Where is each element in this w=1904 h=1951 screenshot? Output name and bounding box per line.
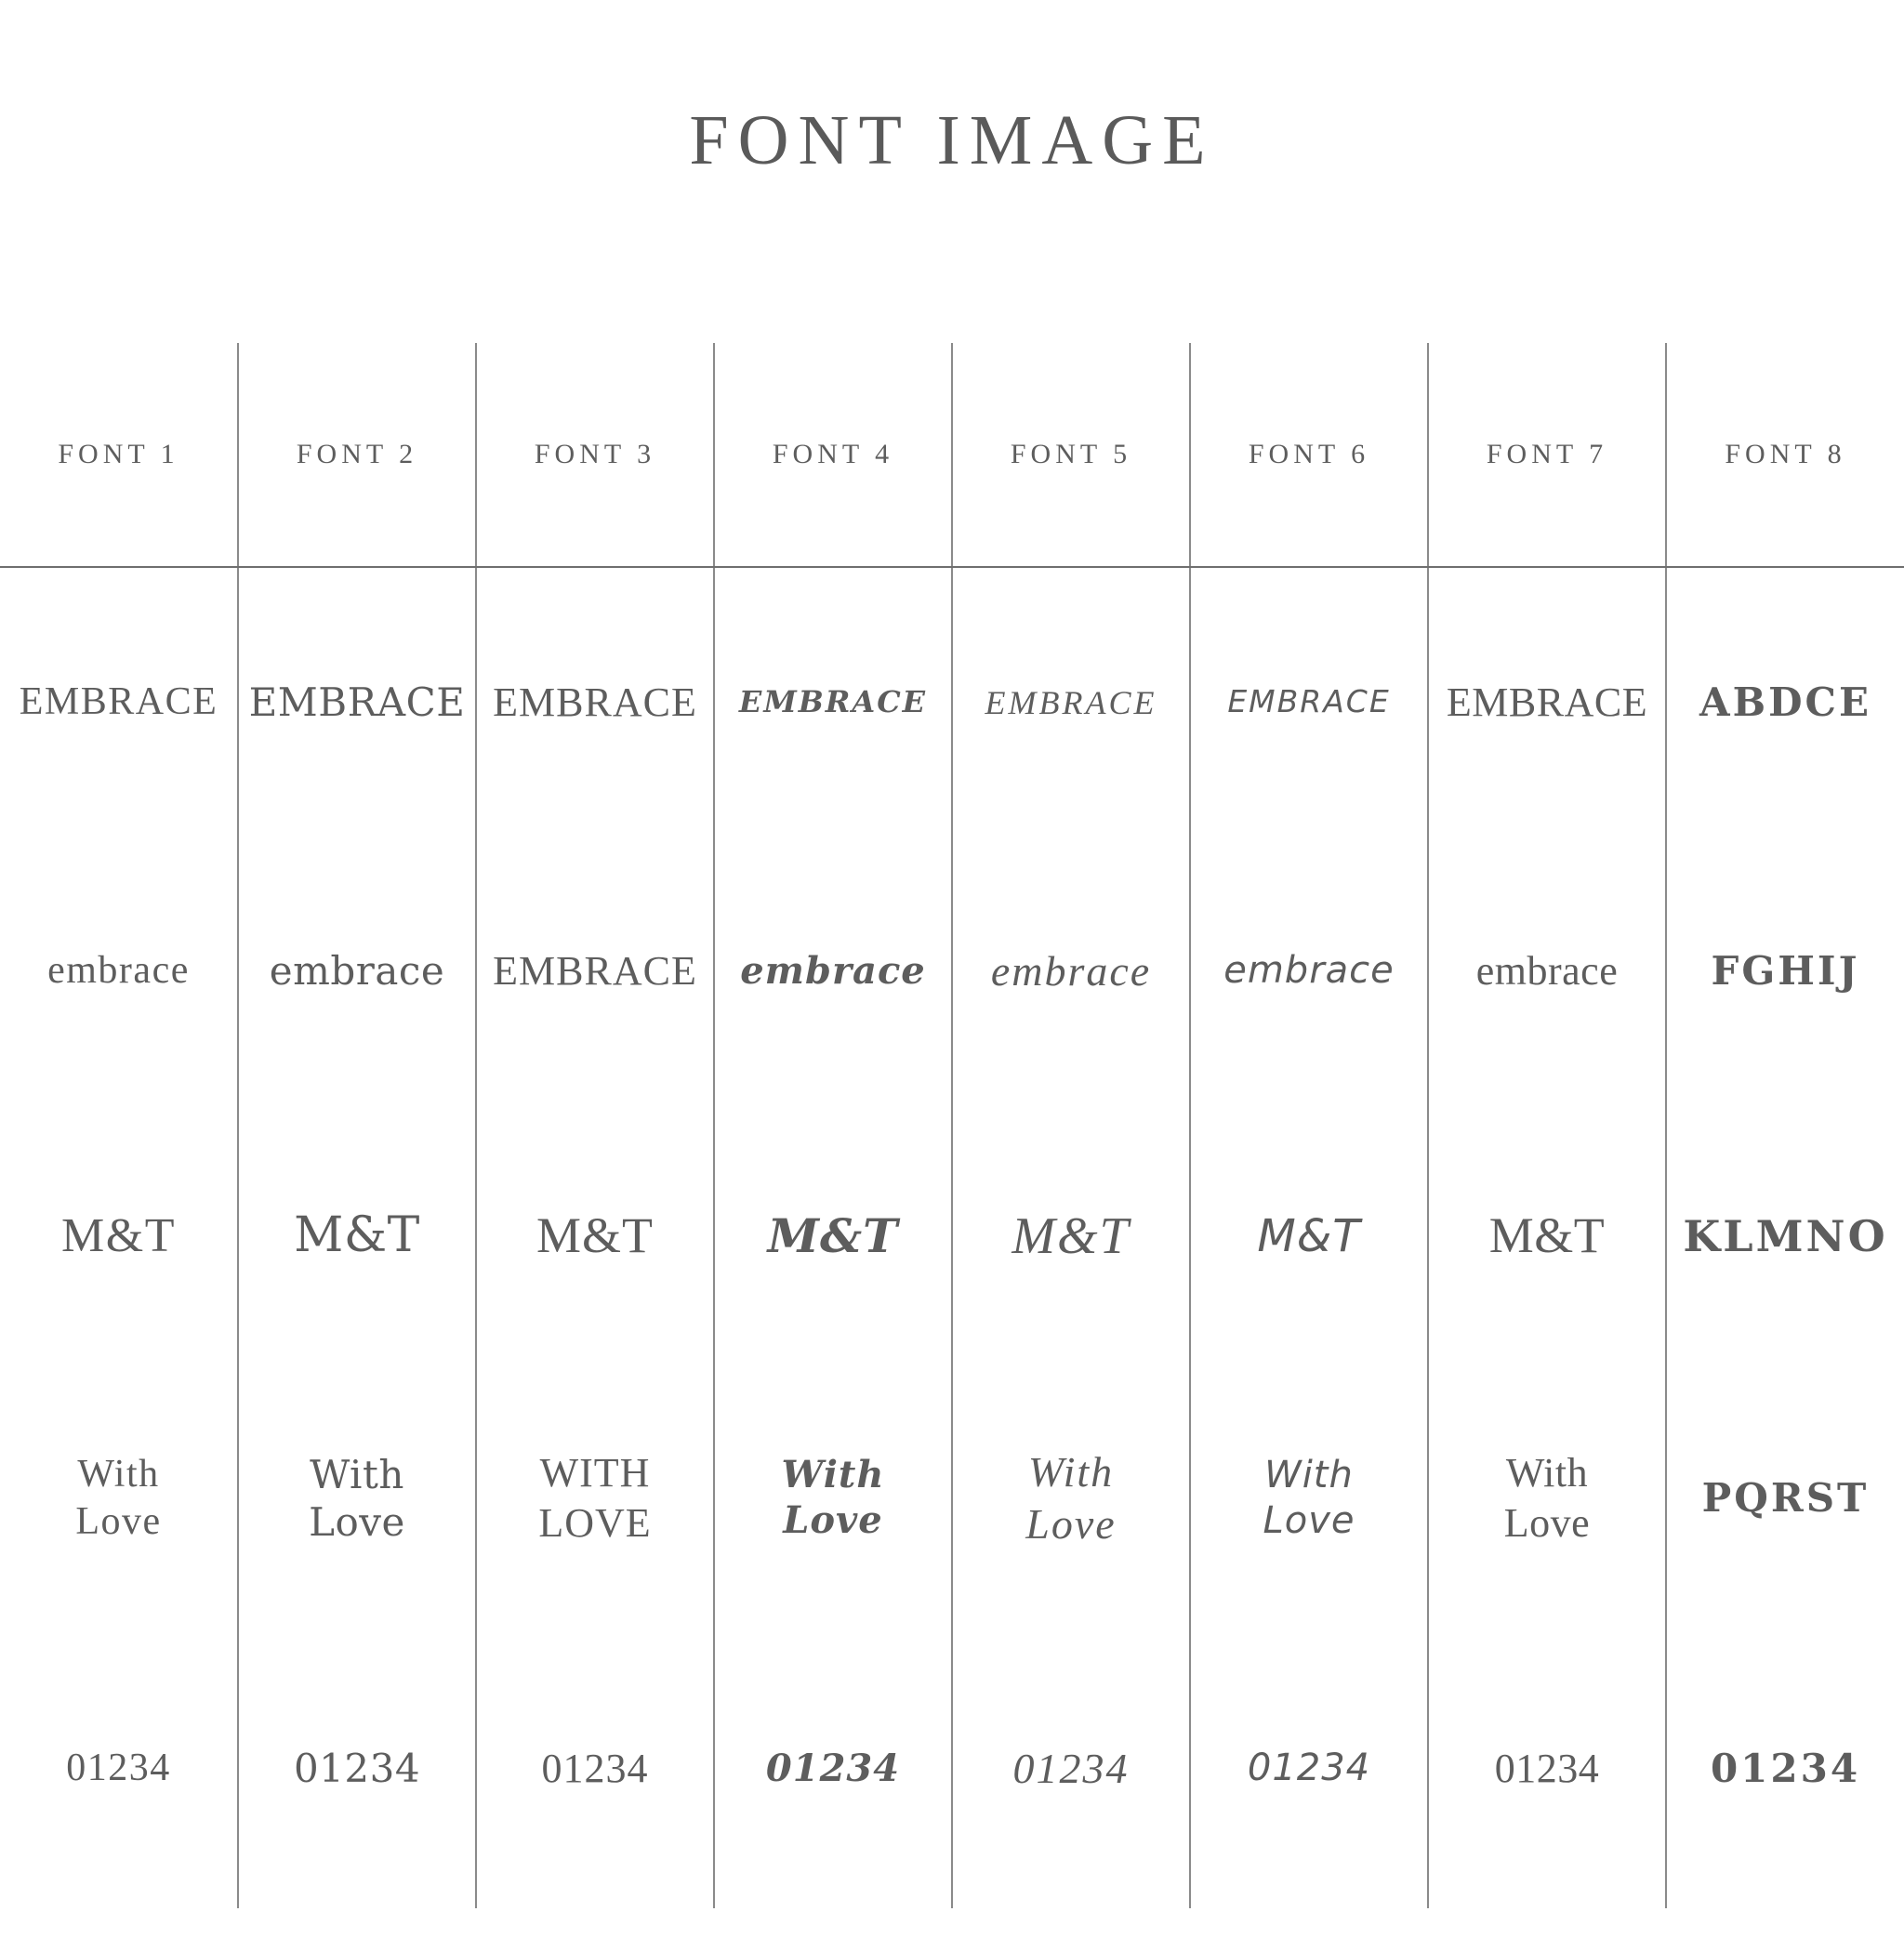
sample-line-2: Love bbox=[309, 1498, 405, 1545]
sample-line-1: With bbox=[1264, 1454, 1354, 1497]
column-header-font-7: FONT 7 bbox=[1428, 343, 1666, 567]
sample-line-1: With bbox=[77, 1452, 160, 1496]
column-header-font-2: FONT 2 bbox=[238, 343, 476, 567]
sample-embrace-uppercase-font-8: ABDCE bbox=[1666, 567, 1904, 837]
sample-monogram-font-2: M&T bbox=[238, 1105, 476, 1367]
font-comparison-table-wrapper bbox=[0, 343, 1904, 1908]
font-specimen-page bbox=[0, 47, 1904, 1951]
sample-embrace-lowercase-font-1: embrace bbox=[47, 949, 190, 993]
sample-embrace-uppercase-font-4: EMBRACE bbox=[714, 567, 952, 837]
column-header-font-4: FONT 4 bbox=[714, 343, 952, 567]
sample-embrace-lowercase-font-8: FGHIJ bbox=[1666, 837, 1904, 1105]
sample-monogram-font-4: M&T bbox=[714, 1105, 952, 1367]
table-row bbox=[0, 1105, 1904, 1367]
sample-line-1: With bbox=[781, 1453, 885, 1497]
sample-numerals-font-1: 01234 bbox=[66, 1747, 171, 1790]
sample-numerals-font-4: 01234 bbox=[714, 1629, 952, 1908]
sample-with-love-font-5 bbox=[952, 1367, 1190, 1629]
sample-with-love-font-6 bbox=[1190, 1367, 1428, 1629]
sample-embrace-uppercase-font-7: EMBRACE bbox=[1428, 567, 1666, 837]
sample-line-2: Love bbox=[1503, 1499, 1591, 1546]
sample-numerals-font-2: 01234 bbox=[238, 1629, 476, 1908]
header-row bbox=[0, 343, 1904, 567]
sample-line-1: With bbox=[1027, 1447, 1115, 1496]
sample-embrace-uppercase-font-5: EMBRACE bbox=[952, 567, 1190, 837]
sample-line-2: Love bbox=[783, 1497, 883, 1542]
column-header-font-1: FONT 1 bbox=[0, 343, 238, 567]
sample-embrace-uppercase-font-2: EMBRACE bbox=[238, 567, 476, 837]
sample-line-1: With bbox=[1505, 1450, 1589, 1496]
sample-embrace-lowercase-font-3: EMBRACE bbox=[476, 837, 714, 1105]
sample-line-1: With bbox=[310, 1451, 404, 1497]
sample-line-2: Love bbox=[1025, 1499, 1117, 1548]
sample-numerals-font-8: 01234 bbox=[1666, 1629, 1904, 1908]
sample-embrace-lowercase-font-4: embrace bbox=[714, 837, 952, 1105]
sample-numerals-font-6: 01234 bbox=[1190, 1629, 1428, 1908]
table-row bbox=[0, 837, 1904, 1105]
sample-with-love-font-2 bbox=[238, 1367, 476, 1629]
sample-line-2: Love bbox=[1263, 1498, 1355, 1542]
column-header-font-8: FONT 8 bbox=[1666, 343, 1904, 567]
sample-with-love-font-4 bbox=[714, 1367, 952, 1629]
sample-monogram-font-8: KLMNO bbox=[1666, 1105, 1904, 1367]
column-header-font-3: FONT 3 bbox=[476, 343, 714, 567]
table-row bbox=[0, 1629, 1904, 1908]
page-title: FONT IMAGE bbox=[689, 100, 1215, 179]
sample-monogram-font-7: M&T bbox=[1428, 1105, 1666, 1367]
sample-embrace-uppercase-font-6: EMBRACE bbox=[1190, 567, 1428, 837]
table-row bbox=[0, 1367, 1904, 1629]
sample-embrace-uppercase-font-3: EMBRACE bbox=[476, 567, 714, 837]
sample-line-2: LOVE bbox=[538, 1499, 652, 1546]
sample-monogram-font-6: M&T bbox=[1190, 1105, 1428, 1367]
sample-monogram-font-5: M&T bbox=[952, 1105, 1190, 1367]
sample-with-love-font-8 bbox=[1666, 1367, 1904, 1629]
sample-with-love-font-1 bbox=[0, 1367, 238, 1629]
sample-line-2: Love bbox=[75, 1499, 162, 1543]
sample-monogram-font-1: M&T bbox=[61, 1209, 176, 1263]
font-comparison-table bbox=[0, 343, 1904, 1908]
sample-monogram-font-3: M&T bbox=[476, 1105, 714, 1367]
sample-with-love-font-3 bbox=[476, 1367, 714, 1629]
sample-line-1: WITH bbox=[539, 1450, 651, 1496]
sample-line-1: PQRST bbox=[1701, 1475, 1870, 1522]
table-row bbox=[0, 567, 1904, 837]
sample-numerals-font-7: 01234 bbox=[1428, 1629, 1666, 1908]
sample-with-love-font-7 bbox=[1428, 1367, 1666, 1629]
sample-embrace-lowercase-font-7: embrace bbox=[1428, 837, 1666, 1105]
column-header-font-6: FONT 6 bbox=[1190, 343, 1428, 567]
sample-embrace-uppercase-font-1: EMBRACE bbox=[19, 680, 218, 724]
sample-embrace-lowercase-font-2: embrace bbox=[238, 837, 476, 1105]
column-header-font-5: FONT 5 bbox=[952, 343, 1190, 567]
sample-numerals-font-5: 01234 bbox=[952, 1629, 1190, 1908]
table-body bbox=[0, 567, 1904, 1908]
sample-embrace-lowercase-font-5: embrace bbox=[952, 837, 1190, 1105]
table-header bbox=[0, 343, 1904, 567]
sample-embrace-lowercase-font-6: embrace bbox=[1190, 837, 1428, 1105]
sample-numerals-font-3: 01234 bbox=[476, 1629, 714, 1908]
